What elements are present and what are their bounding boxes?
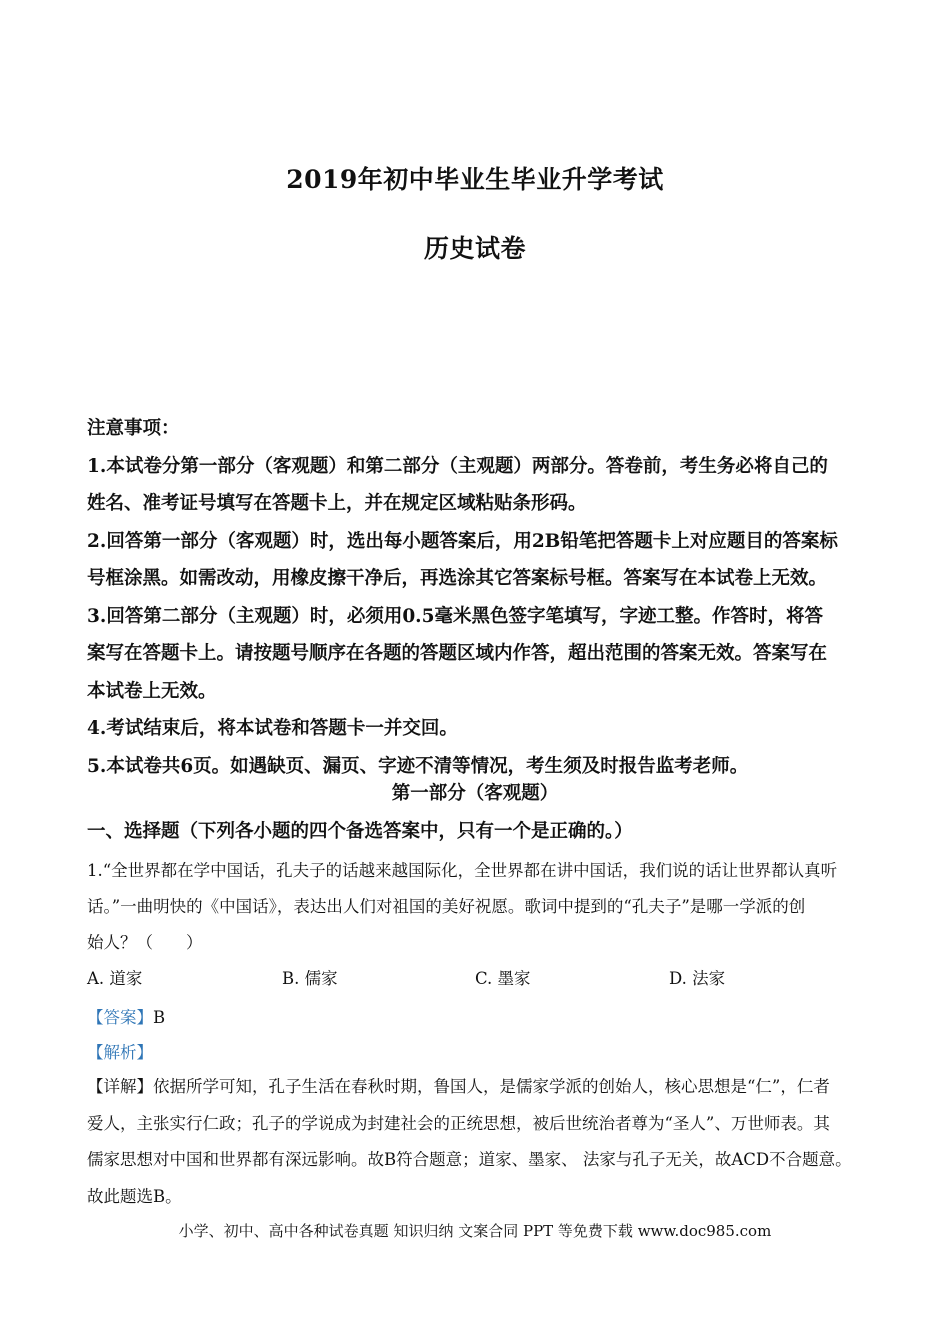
notes-line: 本试卷上无效。: [87, 680, 217, 702]
detail-line: 故此题选B。: [87, 1186, 182, 1206]
notes-line: 3.回答第二部分（主观题）时，必须用0.5毫米黑色签字笔填写，字迹工整。作答时，将答: [87, 605, 824, 627]
option-a: A. 道家: [87, 969, 143, 988]
notes-line: 4.考试结束后，将本试卷和答题卡一并交回。: [87, 718, 458, 739]
analysis-label: 【解析】: [87, 1043, 153, 1062]
question-1-stem: [87, 853, 867, 961]
question-line: 话。”一曲明快的《中国话》，表达出人们对祖国的美好祝愿。歌词中提到的“孔夫子”是哪一学派的创: [87, 897, 806, 916]
detail-section: [87, 1069, 867, 1215]
notes-line: 案写在答题卡上。请按题号顺序在各题的答题区域内作答，超出范围的答案无效。答案写在: [87, 643, 828, 664]
detail-line: [87, 1069, 867, 1106]
exam-title: 2019年初中毕业生毕业升学考试: [286, 165, 664, 194]
option-b: B. 儒家: [282, 969, 338, 988]
notes-line: 姓名、准考证号填写在答题卡上，并在规定区域粘贴条形码。: [87, 493, 587, 514]
detail-text: 依据所学可知，孔子生活在春秋时期，鲁国人，是儒家学派的创始人，核心思想是“仁”，仁者: [153, 1077, 830, 1096]
notes-section: [87, 410, 867, 785]
option-c: C. 墨家: [475, 969, 531, 988]
notes-line: 1.本试卷分第一部分（客观题）和第二部分（主观题）两部分。答卷前，考生务必将自己的: [87, 455, 828, 477]
answer-line: [87, 1000, 867, 1036]
detail-line: 儒家思想对中国和世界都有深远影响。故B符合题意；道家、墨家、 法家与孔子无关，故ACD不合题意。: [87, 1150, 852, 1169]
footer-text: 小学、初中、高中各种试卷真题 知识归纳 文案合同 PPT 等免费下载 www.doc985.com: [178, 1222, 772, 1240]
notes-line: 2.回答第一部分（客观题）时，选出每小题答案后，用2B铅笔把答题卡上对应题目的答案标: [87, 530, 838, 552]
option-d: D. 法家: [669, 969, 726, 988]
detail-label: 【详解】: [87, 1077, 153, 1096]
notes-line: 号框涂黑。如需改动，用橡皮擦干净后，再选涂其它答案标号框。答案写在本试卷上无效。: [87, 568, 828, 589]
analysis-line: [87, 1035, 867, 1071]
question-line: 1.“全世界都在学中国话，孔夫子的话越来越国际化，全世界都在讲中国话，我们说的话让世界都认真听: [87, 861, 838, 880]
answer-label: 【答案】: [87, 1008, 153, 1027]
detail-line: 爱人，主张实行仁政；孔子的学说成为封建社会的正统思想，被后世统治者尊为“圣人”、万世师表。其: [87, 1113, 830, 1133]
notes-line: 5.本试卷共6页。如遇缺页、漏页、字迹不清等情况，考生须及时报告监考老师。: [87, 755, 749, 777]
part-one-title: 第一部分（客观题）: [391, 783, 559, 804]
section-heading: 一、选择题（下列各小题的四个备选答案中，只有一个是正确的。）: [87, 821, 633, 842]
exam-subtitle: 历史试卷: [423, 234, 526, 263]
question-line: 始人？（ ）: [87, 933, 203, 952]
answer-value: B: [153, 1008, 166, 1027]
notes-heading: 注意事项：: [87, 418, 180, 439]
